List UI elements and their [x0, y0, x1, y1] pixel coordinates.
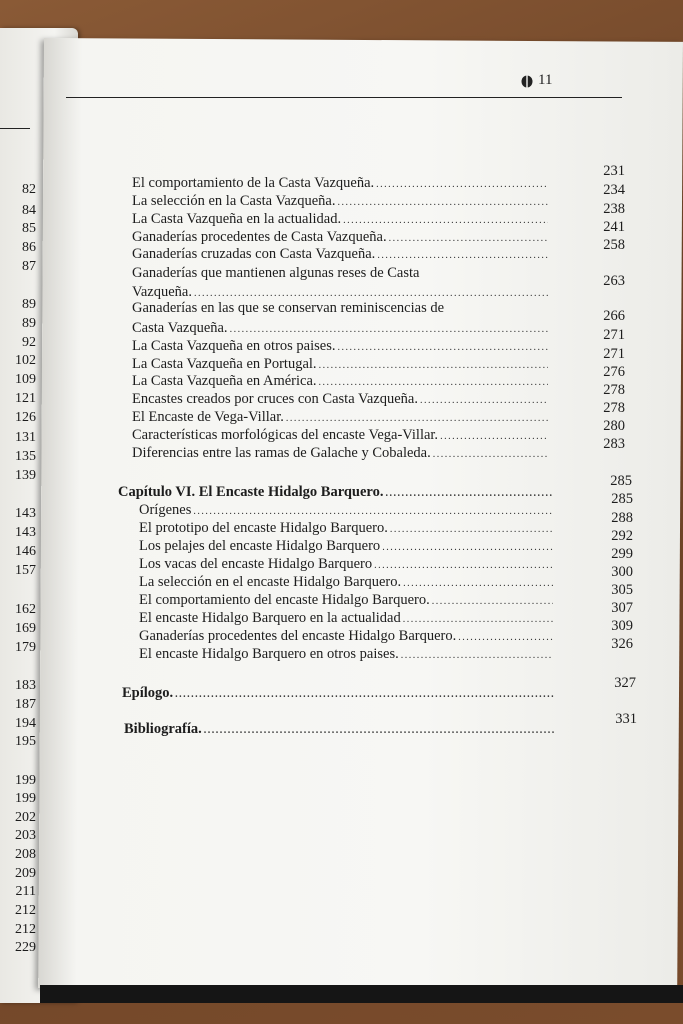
toc-entry	[139, 520, 553, 538]
left-page-number: 135	[15, 449, 36, 464]
toc-entry	[132, 229, 548, 247]
left-page-number: 131	[15, 430, 36, 445]
left-page-number: 126	[15, 410, 36, 425]
toc-entry	[139, 628, 553, 646]
toc-entry	[139, 538, 553, 556]
toc-page-number: 266	[603, 308, 625, 324]
toc-entry-title: Características morfológicas del encaste Vega-Villar.	[132, 427, 439, 443]
toc-entry-title: El comportamiento de la Casta Vazqueña.	[132, 175, 375, 191]
left-page-number: 85	[22, 221, 36, 236]
toc-page-number: 299	[611, 546, 633, 562]
left-header-rule	[0, 128, 30, 129]
header-rule	[66, 97, 622, 98]
toc-entry-title-line1: Ganaderías que mantienen algunas reses de Casta	[132, 265, 420, 281]
dot-leader	[343, 212, 548, 229]
dot-leader	[433, 446, 548, 463]
toc-entry-title: Bibliografía.	[124, 721, 202, 737]
left-page-number: 86	[22, 240, 36, 255]
toc-page-number: 300	[611, 564, 633, 580]
toc-page-number: 331	[615, 711, 637, 727]
left-page-number: 157	[15, 563, 36, 578]
toc-entry	[139, 574, 553, 592]
toc-page-number: 309	[611, 618, 633, 634]
left-page-number: 121	[15, 391, 36, 406]
dot-leader	[175, 686, 555, 703]
toc-page-number: 231	[603, 163, 625, 179]
toc-entry-title: Orígenes	[139, 502, 192, 518]
toc-entry	[132, 338, 548, 356]
dot-leader	[385, 485, 553, 502]
toc-entry-title: El Encaste de Vega-Villar.	[132, 409, 284, 425]
dot-leader	[193, 503, 553, 520]
left-page-number: 194	[15, 716, 36, 731]
toc-entry-title: La Casta Vazqueña en la actualidad.	[132, 211, 342, 227]
toc-page-number: 280	[603, 418, 625, 434]
toc-entry	[139, 502, 553, 520]
toc-page-number: 258	[603, 237, 625, 253]
toc-entry-title: El encaste Hidalgo Barquero en la actualidad	[139, 610, 401, 626]
toc-page-number: 278	[603, 382, 625, 398]
left-page-number: 208	[15, 847, 36, 862]
toc-entry	[139, 592, 553, 610]
chapter-heading	[118, 484, 553, 502]
dot-leader	[376, 176, 548, 193]
toc-entry-title: La selección en la Casta Vazqueña.	[132, 193, 336, 209]
dot-leader	[432, 593, 553, 610]
toc-entry-title: Encastes creados por cruces con Casta Vazqueña.	[132, 391, 418, 407]
toc-entry	[139, 646, 553, 664]
left-page-number: 146	[15, 544, 36, 559]
toc-entry-title: La Casta Vazqueña en América.	[132, 373, 317, 389]
dot-leader	[204, 722, 556, 739]
left-page-number: 143	[15, 525, 36, 540]
toc-entry	[132, 356, 548, 374]
dot-leader	[440, 428, 548, 445]
dot-leader	[390, 521, 553, 538]
left-page-number: 212	[15, 922, 36, 937]
dot-leader	[420, 392, 548, 409]
left-page-number: 199	[15, 791, 36, 806]
publisher-logo-icon	[520, 74, 534, 88]
left-page-number: 162	[15, 602, 36, 617]
page-number: 11	[538, 72, 553, 88]
toc-entry	[139, 556, 553, 574]
toc-page-number: 271	[603, 327, 625, 343]
toc-entry-title-line1: Ganaderías en las que se conservan reminiscencias de	[132, 300, 445, 316]
toc-entry	[132, 211, 548, 229]
dot-leader	[458, 629, 553, 646]
left-page-number: 143	[15, 506, 36, 521]
toc-page-number: 307	[611, 600, 633, 616]
toc-page-number: 234	[603, 182, 625, 198]
left-page-number: 229	[15, 940, 36, 955]
toc-entry-title: Capítulo VI. El Encaste Hidalgo Barquero.	[118, 484, 384, 500]
dot-leader	[401, 647, 553, 664]
left-page-number: 179	[15, 640, 36, 655]
toc-entry-title: Ganaderías cruzadas con Casta Vazqueña.	[132, 246, 376, 262]
dot-leader	[286, 410, 548, 427]
toc-page-number: 271	[603, 346, 625, 362]
toc-entry-title: Epílogo.	[122, 685, 174, 701]
dot-leader	[377, 247, 548, 264]
left-page-number: 195	[15, 734, 36, 749]
left-page-number: 92	[22, 335, 36, 350]
left-page-number: 82	[22, 182, 36, 197]
toc-entry	[139, 610, 553, 628]
toc-entry	[132, 246, 548, 264]
toc-page-number: 263	[603, 273, 625, 289]
toc-entry-title: Los pelajes del encaste Hidalgo Barquero	[139, 538, 381, 554]
dot-leader	[389, 230, 548, 247]
toc-page-number: 285	[610, 473, 632, 489]
epilogue-entry	[122, 685, 555, 703]
bibliography-entry	[124, 721, 556, 739]
toc-entry	[132, 373, 548, 391]
left-page-number: 187	[15, 697, 36, 712]
toc-entry	[132, 391, 548, 409]
toc-page-number: 288	[611, 510, 633, 526]
toc-entry-title: La selección en el encaste Hidalgo Barquero.	[139, 574, 402, 590]
toc-page-number: 292	[611, 528, 633, 544]
toc-entry	[132, 409, 548, 427]
left-page-number: 109	[15, 372, 36, 387]
toc-entry	[132, 427, 548, 445]
left-page-number: 203	[15, 828, 36, 843]
toc-page-number: 305	[611, 582, 633, 598]
dot-leader	[403, 575, 553, 592]
toc-entry-title: Los vacas del encaste Hidalgo Barquero	[139, 556, 373, 572]
left-page-number: 89	[22, 316, 36, 331]
dot-leader	[337, 339, 548, 356]
toc-entry-title: La Casta Vazqueña en Portugal.	[132, 356, 317, 372]
toc-entry	[132, 175, 548, 193]
toc-page-number: 241	[603, 219, 625, 235]
page-bottom-shadow	[40, 985, 683, 1003]
toc-entry-title: Vazqueña.	[132, 284, 192, 300]
left-page-number: 212	[15, 903, 36, 918]
left-page-number: 84	[22, 203, 36, 218]
toc-page-number: 283	[603, 436, 625, 452]
toc-entry-title: Ganaderías procedentes del encaste Hidalgo Barquero.	[139, 628, 457, 644]
toc-entry-title: Ganaderías procedentes de Casta Vazqueña.	[132, 229, 387, 245]
dot-leader	[319, 357, 548, 374]
toc-page-number: 276	[603, 364, 625, 380]
dot-leader	[337, 194, 548, 211]
toc-entry-title: Casta Vazqueña.	[132, 320, 228, 336]
toc-page-number: 285	[611, 491, 633, 507]
dot-leader	[319, 374, 548, 391]
left-page-number: 139	[15, 468, 36, 483]
left-page-number: 87	[22, 259, 36, 274]
toc-entry	[132, 193, 548, 211]
toc-entry-title: El comportamiento del encaste Hidalgo Barquero.	[139, 592, 430, 608]
toc-page-number: 327	[614, 675, 636, 691]
toc-page-number: 238	[603, 201, 625, 217]
left-page-number: 199	[15, 773, 36, 788]
left-page-number: 202	[15, 810, 36, 825]
dot-leader	[403, 611, 553, 628]
dot-leader	[374, 557, 553, 574]
left-page-number: 89	[22, 297, 36, 312]
toc-entry	[132, 445, 548, 463]
left-page-number: 211	[15, 884, 36, 899]
dot-leader	[230, 321, 548, 338]
left-page-number: 102	[15, 353, 36, 368]
toc-entry-title: El encaste Hidalgo Barquero en otros paises.	[139, 646, 399, 662]
left-page-number: 169	[15, 621, 36, 636]
left-page-number: 183	[15, 678, 36, 693]
toc-entry-title: La Casta Vazqueña en otros paises.	[132, 338, 336, 354]
toc-entry-title: Diferencias entre las ramas de Galache y Cobaleda.	[132, 445, 431, 461]
toc-page-number: 326	[611, 636, 633, 652]
toc-page-number: 278	[603, 400, 625, 416]
toc-entry-title: El prototipo del encaste Hidalgo Barquero.	[139, 520, 388, 536]
toc-entry	[132, 320, 548, 338]
dot-leader	[382, 539, 553, 556]
left-page-number: 209	[15, 866, 36, 881]
